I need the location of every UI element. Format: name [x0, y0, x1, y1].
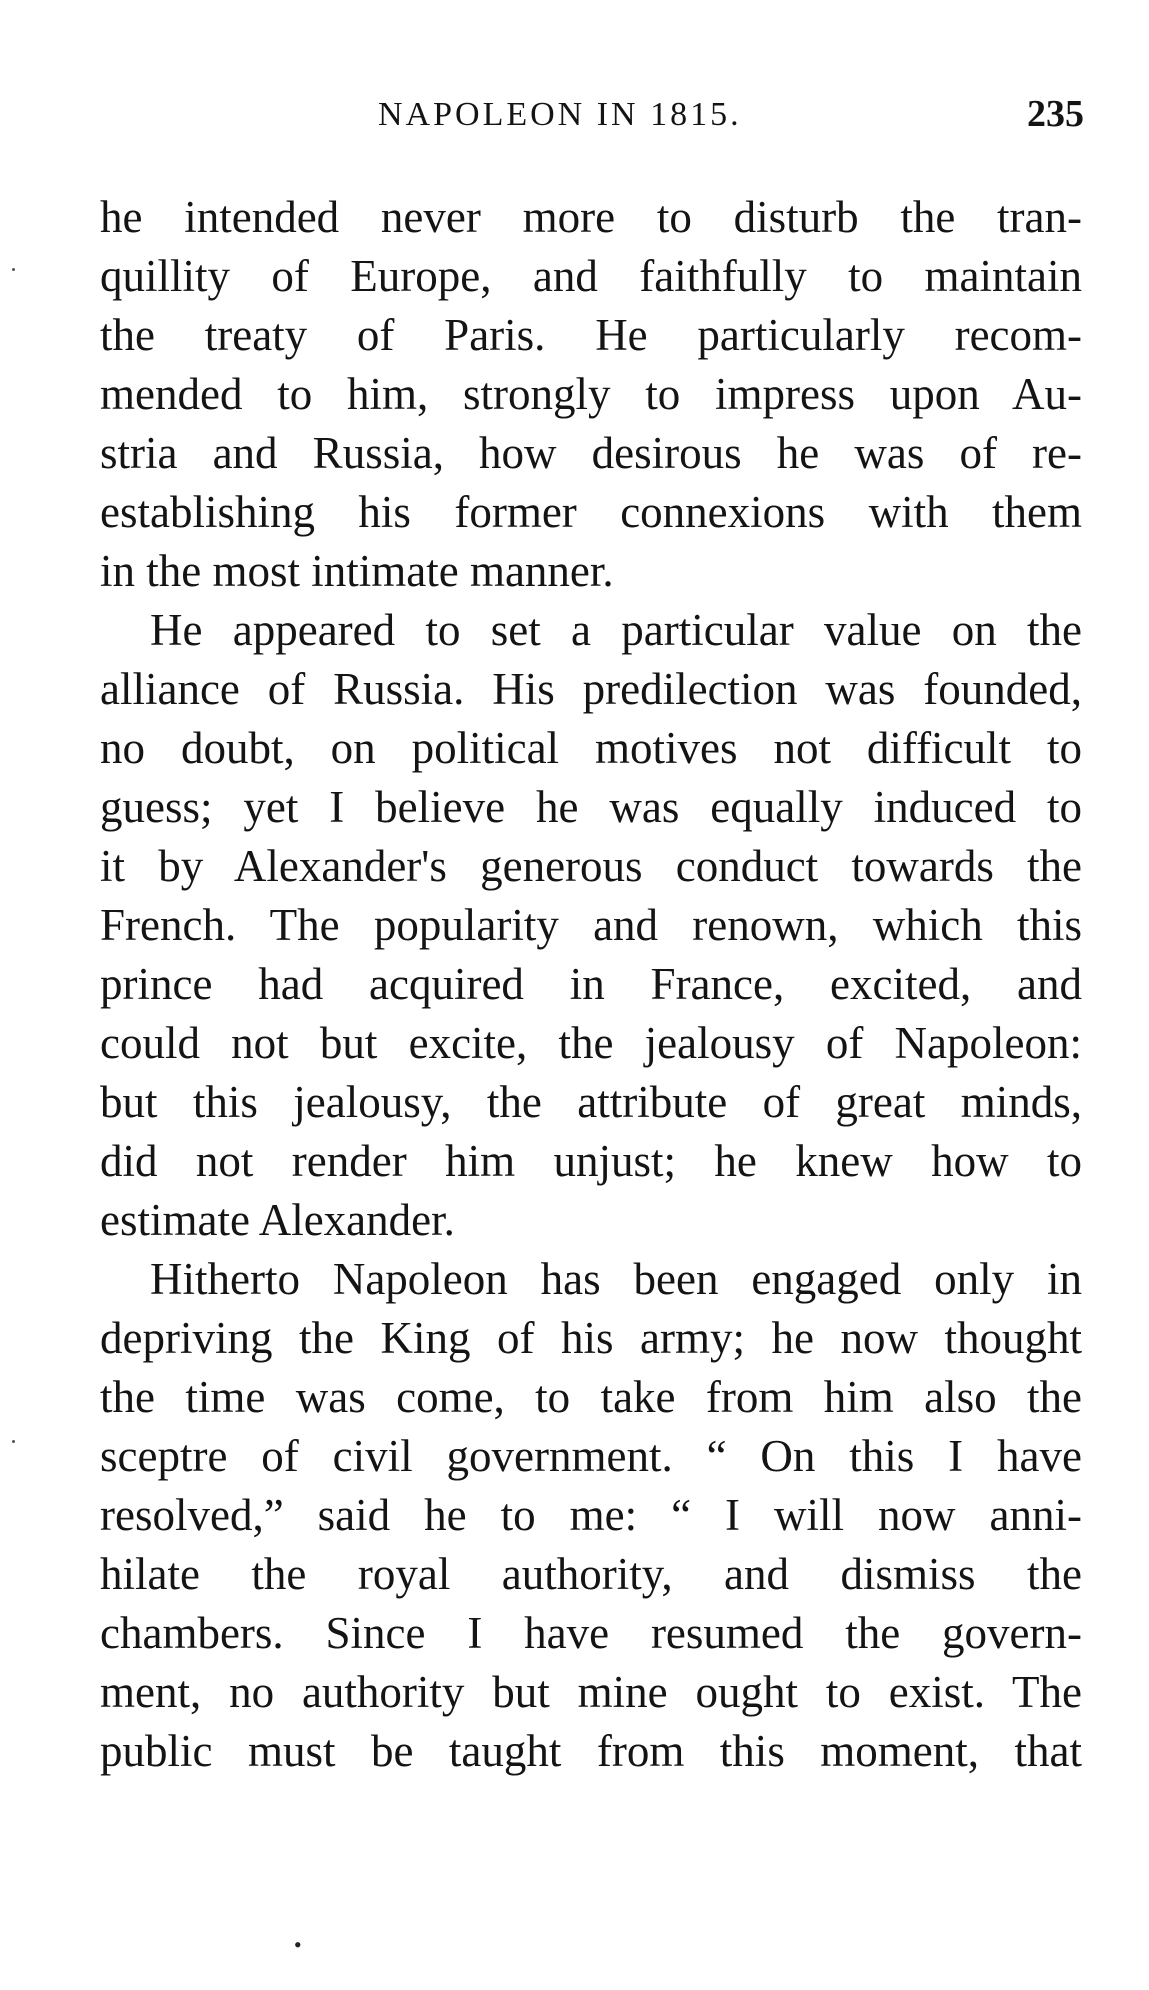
page-header [100, 88, 1084, 148]
text-line: it by Alexander's generous conduct towards the [100, 841, 1082, 891]
text-line: prince had acquired in France, excited, and [100, 959, 1082, 1009]
edge-speck [12, 268, 15, 271]
text-line: the time was come, to take from him also the [100, 1372, 1082, 1422]
text-line: mended to him, strongly to impress upon Au- [100, 369, 1082, 419]
text-line: establishing his former connexions with them [100, 487, 1082, 537]
text-line: but this jealousy, the attribute of great minds, [100, 1077, 1082, 1127]
edge-speck [12, 1440, 15, 1443]
paragraph [100, 188, 1082, 601]
text-line: resolved,” said he to me: “ I will now anni- [100, 1490, 1082, 1540]
text-line: French. The popularity and renown, which this [100, 900, 1082, 950]
paragraph [100, 1250, 1082, 1781]
text-line: could not but excite, the jealousy of Napoleon: [100, 1018, 1082, 1068]
text-line: he intended never more to disturb the tran- [100, 192, 1082, 242]
ink-mark: • [288, 1931, 307, 1958]
text-line: alliance of Russia. His predilection was founded, [100, 664, 1082, 714]
running-title: NAPOLEON IN 1815. [378, 96, 742, 133]
text-line: stria and Russia, how desirous he was of re- [100, 428, 1082, 478]
text-line: guess; yet I believe he was equally induced to [100, 782, 1082, 832]
text-line: no doubt, on political motives not difficult to [100, 723, 1082, 773]
text-line: public must be taught from this moment, that [100, 1726, 1082, 1776]
text-line: estimate Alexander. [100, 1195, 455, 1245]
text-line: in the most intimate manner. [100, 546, 614, 596]
text-line: depriving the King of his army; he now thought [100, 1313, 1082, 1363]
text-line: hilate the royal authority, and dismiss the [100, 1549, 1082, 1599]
body-text [100, 188, 1082, 1781]
page-number: 235 [1027, 93, 1084, 135]
text-line: chambers. Since I have resumed the govern- [100, 1608, 1082, 1658]
text-line: did not render him unjust; he knew how to [100, 1136, 1082, 1186]
paragraph [100, 601, 1082, 1250]
text-line: quillity of Europe, and faithfully to maintain [100, 251, 1082, 301]
text-line: sceptre of civil government. “ On this I have [100, 1431, 1082, 1481]
text-line: ment, no authority but mine ought to exist. The [100, 1667, 1082, 1717]
text-line: He appeared to set a particular value on the [150, 605, 1082, 655]
text-line: Hitherto Napoleon has been engaged only in [150, 1254, 1082, 1304]
text-line: the treaty of Paris. He particularly recom- [100, 310, 1082, 360]
